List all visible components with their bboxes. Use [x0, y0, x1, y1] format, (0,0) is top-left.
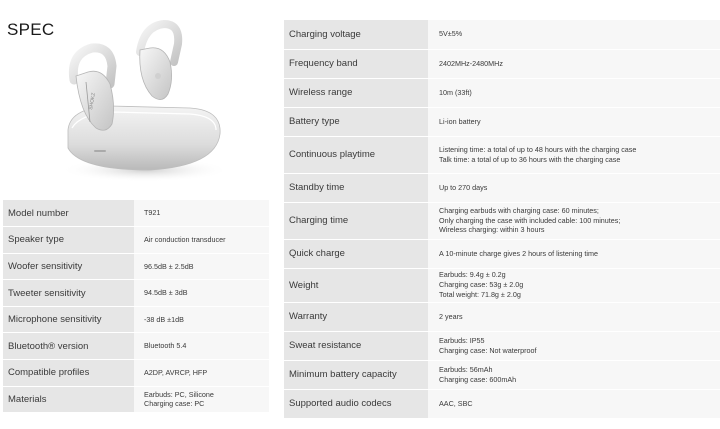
spec-value-line: Earbuds: IP55 — [439, 335, 485, 345]
spec-value-line: A 10-minute charge gives 2 hours of listening time — [439, 248, 599, 258]
spec-value-line: Charging case: Not waterproof — [439, 345, 537, 355]
spec-table-left — [3, 200, 269, 413]
spec-row — [3, 306, 269, 333]
spec-label: Woofer sensitivity — [3, 253, 134, 280]
spec-row — [284, 107, 720, 136]
spec-label: Compatible profiles — [3, 360, 134, 387]
spec-value — [428, 20, 720, 49]
page-title: SPEC — [7, 20, 55, 39]
spec-value-line: Wireless charging: within 3 hours — [439, 225, 545, 235]
spec-value-line: Bluetooth 5.4 — [144, 341, 187, 351]
spec-value-line: Total weight: 71.8g ± 2.0g — [439, 289, 521, 299]
spec-label: Microphone sensitivity — [3, 306, 134, 333]
spec-row — [284, 136, 720, 173]
spec-value-line: A2DP, AVRCP, HFP — [144, 368, 208, 377]
brand-mark: SHOKZ — [88, 92, 97, 111]
spec-row — [3, 386, 269, 413]
spec-value — [428, 107, 720, 136]
spec-value-line: Earbuds: 9.4g ± 0.2g — [439, 270, 506, 280]
spec-value — [428, 389, 720, 418]
spec-value-line: T921 — [144, 208, 161, 218]
spec-value — [428, 268, 720, 302]
spec-value-line: 94.5dB ± 3dB — [144, 288, 188, 298]
spec-value-line: -38 dB ±1dB — [144, 314, 184, 324]
spec-value — [428, 360, 720, 389]
spec-value-line: 96.5dB ± 2.5dB — [144, 261, 194, 271]
spec-value — [428, 136, 720, 173]
spec-value-line: 10m (33ft) — [439, 87, 472, 97]
spec-value-line: Up to 270 days — [439, 182, 488, 192]
spec-value — [428, 302, 720, 331]
spec-value-line: 2 years — [439, 311, 463, 321]
spec-row — [284, 331, 720, 360]
spec-row — [284, 78, 720, 107]
spec-value-line: Charging case: PC — [144, 399, 205, 409]
spec-label: Quick charge — [284, 239, 428, 268]
spec-value-line: 5V±5% — [439, 29, 463, 39]
spec-value-line: Li-ion battery — [439, 116, 481, 126]
spec-value — [134, 306, 269, 333]
spec-row — [284, 239, 720, 268]
spec-value-line: Earbuds: 56mAh — [439, 364, 493, 374]
spec-value — [428, 49, 720, 78]
spec-value — [428, 78, 720, 107]
spec-row — [3, 227, 269, 254]
spec-label: Standby time — [284, 173, 428, 202]
spec-label: Speaker type — [3, 227, 134, 254]
spec-row — [284, 202, 720, 239]
spec-row — [3, 360, 269, 387]
spec-label: Wireless range — [284, 78, 428, 107]
spec-value-line: Listening time: a total of up to 48 hours with the charging case — [439, 144, 637, 154]
spec-row — [3, 253, 269, 280]
spec-value — [134, 200, 269, 227]
spec-label: Continuous playtime — [284, 136, 428, 173]
spec-label: Frequency band — [284, 49, 428, 78]
spec-row — [284, 302, 720, 331]
spec-value-line: Only charging the case with included cable: 100 minutes; — [439, 215, 621, 225]
spec-value — [134, 253, 269, 280]
spec-value — [428, 331, 720, 360]
spec-value-line: 2402MHz-2480MHz — [439, 58, 503, 68]
earbuds-product-image — [40, 10, 240, 190]
spec-row — [284, 389, 720, 418]
spec-label: Sweat resistance — [284, 331, 428, 360]
spec-value — [134, 280, 269, 307]
spec-value — [134, 360, 269, 387]
spec-row — [284, 20, 720, 49]
spec-label: Warranty — [284, 302, 428, 331]
spec-label: Weight — [284, 268, 428, 302]
spec-label: Bluetooth® version — [3, 333, 134, 360]
spec-label: Charging voltage — [284, 20, 428, 49]
spec-row — [3, 333, 269, 360]
spec-label: Supported audio codecs — [284, 389, 428, 418]
spec-value-line: Charging case: 53g ± 2.0g — [439, 280, 524, 290]
spec-row — [3, 280, 269, 307]
spec-value — [428, 202, 720, 239]
spec-value — [134, 227, 269, 254]
spec-label: Charging time — [284, 202, 428, 239]
spec-value-line: AAC, SBC — [439, 398, 473, 408]
spec-value — [134, 333, 269, 360]
spec-row — [284, 268, 720, 302]
spec-table-right — [284, 20, 720, 419]
spec-label: Model number — [3, 200, 134, 227]
spec-row — [284, 360, 720, 389]
spec-label: Minimum battery capacity — [284, 360, 428, 389]
spec-value — [428, 173, 720, 202]
spec-value-line: Air conduction transducer — [144, 235, 226, 245]
spec-value-line: Charging earbuds with charging case: 60 minutes; — [439, 205, 599, 215]
spec-value — [134, 386, 269, 413]
spec-label: Materials — [3, 386, 134, 413]
spec-value-line: Earbuds: PC, Silicone — [144, 389, 214, 399]
spec-row — [3, 200, 269, 227]
spec-value — [428, 239, 720, 268]
spec-value-line: Talk time: a total of up to 36 hours with the charging case — [439, 154, 621, 164]
spec-value-line: Charging case: 600mAh — [439, 374, 517, 384]
spec-label: Battery type — [284, 107, 428, 136]
spec-row — [284, 173, 720, 202]
spec-row — [284, 49, 720, 78]
spec-label: Tweeter sensitivity — [3, 280, 134, 307]
